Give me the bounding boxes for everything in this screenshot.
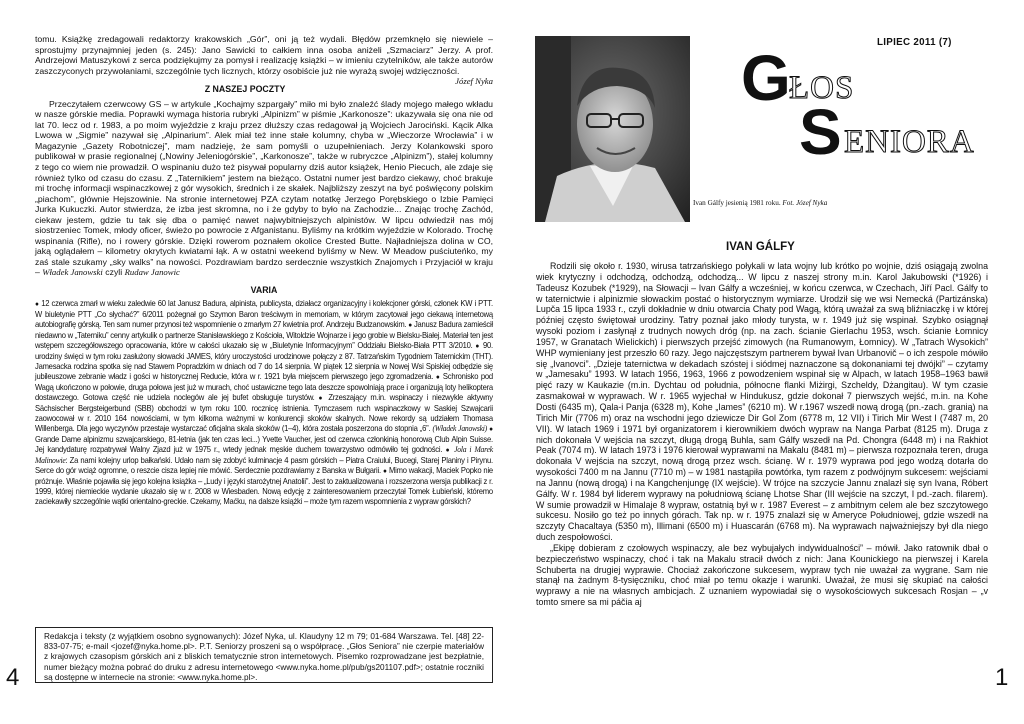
varia-signature: (Władek Janowski) [432,424,487,434]
bullet-icon: ● [408,321,413,329]
varia-item: 90. urodziny święci w tym roku zasłużony słowacki JAMES, który uroczystości urodzinowe połączy z 87. Tatrzańskim Tygodniem Taternickim (THT). Jamesacka rodzina spotka się nad Stawem Popradzkim w dniach od 7 do 14 sierpnia. W piątek 12 sierpnia w Nowej Wsi Spiskiej odbędzie się jubileuszowe zebranie władz i gości w historycznej Reducie, która w r. 1921 była miejscem pierwszego jego zgromadzenia. [35,340,493,381]
varia-item: Mimo wakacji, Maciek Popko nie próżnuje. Właśnie pojawiła się jego kolejna książka – „Ludy i języki starożytnej Anatolii”. Jest to zaktualizowana i rozszerzona wersja publikacji z r. 1999, której niemieckie wydanie ukazało się w r. 2008 w Wiesbaden. Nową edycję z zainteresowaniem przeczytał Tomek Łubieński, któremo zaciekawiły szczególnie wątki orientalno-greckie. Czekamy, Maćku, na dalsze książki – może tym razem wspomnienia z wypraw górskich? [35,466,493,507]
photo-caption [693,199,933,207]
logo-letter-s: S [799,96,842,168]
bullet-icon: ● [489,426,493,434]
page-number-right: 1 [995,664,1009,691]
imprint-text: Redakcja i teksty (z wyjątkiem osobno sygnowanych): Józef Nyka, ul. Klaudyny 12 m 79; 01-684 Warszawa. Tel. [48] 22-833-07-75; e-mail <jozef@nyka.home.pl>. P.T. Seniorzy proszeni są o współpracę. „Głos Seniora” nie czerpie materiałów z krajowych czasopism górskich ani z bliskich tematycznie stron internetowych. Pisemko rozprowadzane jest bezpłatnie, numer bieżący można pobrać do druku z adresu internetowego <www.nyka.home.pl/pub/gs201107.pdf>; ostatnie roczniki są dostępne w internecie na stronie: <www.nyka.home.pl>. [44,632,484,682]
varia-item: 12 czerwca zmarł w wieku zaledwie 60 lat Janusz Badura, alpinista, publicysta, działacz organizacyjny i kolekcjoner górski, członek KW i PTT. W biuletynie PTT „Co słychać?” 6/2011 pożegnał go Szymon Baron treściwym in memoriam, w którym zacytował jego ciekawą internetową autobiografię górską. Ten sam numer przynosi też wspomnienie o zmarłym 27 kwietnia prof. Andrzeju Budzanowskim. [35,298,493,329]
bullet-icon: ● [445,447,451,455]
issue-date: LIPIEC 2011 (7) [877,37,952,48]
poczty-text: Przeczytałem czerwcowy GS – w artykule „Kochajmy szpargały” miło mi było znaleźć ślady mojego małego wkładu w nasze górskie media. Poprawki wymaga historia rubryki „Alpinizm” w piśmie „Karkonosze”: ukazywała się ona nie od lat 70. lecz od r. 1983, a po moim wyjeździe z kraju przez dłuższy czas redagował ją Wojciech Jarociński. Kącik Alka Lwowa w „Sigmie” nazywał się „Alpinarium”. Alek miał też inne stałe kolumny, chyba w „Wieczorze Wrocławia” i w Magazynie „Gazety Robotniczej”, mam nadzieję, że sam pomyśli o uzupełnieniach. Jerzy Kolankowski sporo publikował w prasie regionalnej („Nowiny Jeleniogórskie”, „Karkonosze”, także w rubryczce „Alpinizm”), stałej kolumny z tego co wiem nie prowadził. O wspinaniu dużo też pisywał popularny dziś autor książek, Henio Piecuch, ale zdaje się również tylko od czasu do czasu. Z „Taternikiem” jestem na bieżąco. Ostatni numer jest bardzo ciekawy, choć brakuje mi trochę informacji wspinaczkowej z gór wysokich, średnich i ze skałek. Najbliższy zeszyt na być poświęcony polskim „piachom”, głównie Hejszowinie. Na stronie internetowej PZA czytam notatkę Jerzego Porębskiego o Izbie Pamięci Jurka Kukuczki. Autor stwierdza, że izba jest skromna, no i że gdyby to było na Zachodzie... Znając trochę Zachód, ciekaw jestem, gdzie tu tak się dba o pamięć nawet najwybitniejszych alpinistów. W lipcu odwiedził nas mój siostrzeniec Tomek, młody oficer, świeżo po powrocie z Afganistanu. Byliśmy na krótkim wyjeździe w Kolorado. Trochę wspinania (Rifle), no i rowery górskie. Dzięki rowerom poznałem okolice Crested Butte. Najładniejsza dolina w CO, jaką oglądałem – kilometry okrytych kwiatami łąk. A w ostatni weekend byliśmy w New. W Meadow puściuteńko, my zaś stale szukamy „sky walks” na nowości. Pozdrawiam bardzo serdecznie wszystkich Znajomych i Przyjaciół w kraju – [35,98,493,278]
varia-item: : Za nami kolejny urlop bałkański. Udało nam się zdobyć kulminacje 4 pasm górskich – Piatra Craiului, Bucegi, Starej Planiny i Pirynu. Serce do gór wciąż ogromne, o reszcie cisza lepiej nie mówić. Serdecznie pozdrawiamy z Banska w Bułgarii. [35,456,493,476]
portrait-photo [535,36,690,222]
bullet-icon: ● [435,373,441,381]
varia-item: Janusz Badura zamieścił niedawno w „Taterniku” cenny artykulik o partnerze Stanisławskiego z Kościoła, Witoldzie Wojnarze i jego grobie w Bielsku-Białej. Materiał ten jest wstępem szczegółowszego opracowania, które w całości ukazało się w „Biuletynie Informacyjnym” Oddziału Bielsko-Biała PTT 3/2010. [35,319,493,350]
poczty-signature: Władek Janowski [42,267,103,278]
poczty-city-pre: czyli [105,267,123,278]
bullet-icon: ● [382,468,387,476]
intro-signature: Józef Nyka [455,76,493,87]
poczty-heading: Z NASZEJ POCZTY [204,84,286,95]
logo-word-eniora: ENIORA [844,124,975,160]
article-body [536,261,988,608]
logo-letter-g: G [741,42,791,114]
varia-item: Schronisko pod Wagą ukończono w połowie, druga połowa jest już w murach, choć ustawiczne tego lata deszcze spowolniają prace i organizują loty helikoptera dostawczego. Gotowa część nie udziela noclegów ale jej bufet obsługuje turystów. [35,371,493,402]
bullet-icon: ● [318,395,325,402]
bullet-icon: ● [35,300,40,308]
logo-word-los: ŁOS [789,70,855,106]
caption-text: Ivan Gálfy jesienią 1981 roku. [693,199,781,207]
varia-item: Grande Dame alpinizmu szwajcarskiego, 81-letnia (jak ten czas leci...) Yvette Vaucher, jest od czerwca członkinią honorową Club Alpin Suisse. Jej kandydaturę rozpatrywał Walny Zjazd już w 1975 r., wtedy jednak męskie duchem towarzystwo odmówiło tej godności. [35,435,493,455]
caption-credit: Fot. Józef Nyka [782,199,828,207]
article-paragraph: Rodzili się około r. 1930, wirusa tatrzańskiego połykali w lata wojny lub krótko po wojnie, dziś osiągają zwolna wiek krytyczny i odchodzą, odchodzą, odchodzą... W lipcu z naszej strony m.in. Karol Jakubowski (*1926) i Tadeusz Kozubek (*1929), na Słowacji – Ivan Gálfy a wcześniej, w końcu czerwca, w Czechach, Jiří Pacl. Gálfy to w taternictwie i alpinizmie słowackim postać o historycznym wymiarze. Urodził się we wsi Nemecká (Partizánska) Lupča 15 lipca 1933 r., czyli dokładnie w dniu otwarcia Chaty pod Wagą, którą uważał za swą bliźniaczkę i w której później często świętował urodziny. Tatry poznał jako młody turysta, w r. 1949 już się wspinał. Szybko osiągnął wysoki poziom i zasłynął z trudnych nowych dróg (np. na zach. ścianie Gierlachu 1953, wsch. ścianie Łomnicy 1957, w Granatach Wielickich) i pierwszych przejść zimowych (na Rumanowym, Łomnicy). W „Tatrach Wysokich” WHP wymieniany jest przeszło 60 razy. Jego najczęstszym partnerem bywał Ivan Urbanovič – o ich zespole mówiło się „Ivanovci”. „Dzieje taternictwa w dekadach szóstej i siódmej naznaczone są dokonaniami tej dwójki” – czytamy w „Jamesaku” 1993. W latach 1956, 1963, 1966 z powodzeniem wspinał się w Alpach, w latach 1958–1963 bawił pięć razy w Kaukazie (m.in. Dychtau od południa, północne flanki Miżirgi, Szcheldy, Dżangitau). W tym czasie zasmakował w wyprawach. W r. 1965 wyjechał w Hindukusz, gdzie dokonał 7 pierwszych wejść, m.in. na Kohe Dosti (6435 m), Qala-i Panja (6328 m), Kohe „Iames” (6210 m). W r.1967 wszedł nową drogą (pn.-zach. granią) na Tirich Mir (7706 m) oraz na wschodni jego dziewicze Dir Gol Zom (6778 m, 12 VII) i Tirich Mir West I (7487 m, 20 VII). W latach 1969 i 1971 był organizatorem i kierownikiem dwóch wypraw na Nanga Parbat (8125 m). Druga z nich dokonała V wejścia na szczyt, długą drogą Buhla, sam Gálfy wszedł na Pd. Chongra (6448 m) i na Rakhiot Peak (7074 m). W latach 1973 i 1976 kierował wyprawami na Makalu (8481 m) – pierwsza rozpoznała teren, druga dokonała V wejścia na szczyt, nową drogą przez wsch. ścianę. W r. 1979 wyprawa pod jego wodzą dotarła do wysokości 7400 m na Jannu (7710 m) – w 1981 nastąpiła powtórka, tym razem z podwójnym sukcesem: wejściami na Jannu (nową drogą) i na Kangchenjungę (IX wejście). W trójce na szczycie Jannu znalazł się syn Ivana, Róbert Gálfy. W r. 1984 był liderem wyprawy na południową ścianę Lhotse Shar (III wejście na szczyt, I pd.-zach. filarem). W sumie prowadził w Himalaje 8 wypraw, ostatnią był w r. 1987 Everest – z ambitnym celem ale bez szczytowego sukcesu. Nosiło go też po innych górach. Tak np. w r. 1975 znalazł się w Ameryce Południowej, gdzie wszedł na szczyty Chacaltaya (5350 m), Illimani (6500 m) i Huascarán (6768 m). Na wyprawach najważniejszy był dla niego duch zespołowości. [536,261,988,543]
portrait-image [535,36,690,222]
bullet-icon: ● [475,342,481,350]
poczty-city: Rudaw Janowic [124,267,180,278]
article-paragraph: „Ekipę dobieram z czołowych wspinaczy, ale bez wybujałych indywidualności” – mówił. Jako ratownik dbał o bezpieczeństwo wspinaczy, choć i tak na Makalu stracił dwóch z nich: Jana Kounickiego na pierwszej i Karela Schuberta na drugiej wyprawie. Chociaż zakończone sukcesem, wypraw tych nie uważał za wygrane. Sam nie stanął na żadnym 8-tysięczniku, choć miał po temu okazje i warunki. Uważał, że musi się skupiać na całości wyprawy a nie na własnych ambicjach. Z uznaniem wypowiadał się o wysokościowych sukcesach Rosjan – „v tomto smere sa mi páčia aj [536,542,988,608]
intro-text: tomu. Książkę zredagowali redaktorzy krakowskich „Gór”, oni ją też wydali. Błędów przemknęło się niewiele – sprostujmy przynajmniej jeden (s. 245): Jano Sawicki to całkiem inna osoba aniżeli „Szmaciarz” Jerzy. A prof. Andrzejowi Matuszykowi z serca podziękujmy za pomysł i realizację książki – w imieniu czytelników, ale także autorów zaszczyconych przywołaniami, szczególnie tych licznych, którzy osobiście już nie wyrażą swojej wdzięczności. [35,34,493,76]
varia-signature: Jola i Marek Malinowie [35,445,493,466]
varia-heading: VARIA [250,285,278,296]
page-number-left: 4 [6,664,20,691]
varia-item: Zrzeszający m.in. wspinaczy i niezwykle aktywny Sächsischer Bergsteigerbund (SBB) obchodzi w tym roku 100. rocznicę istnienia. Tymczasem ruch wspinaczkowy w Saskiej Szwajcarii zaowocował w r. 2010 164 nowościami, w tym kilkoma ważnymi w konkurencji skoków skalnych. Nowe rekordy są udziałem Thomasa Willenberga. Dla jego wyczynów przestaje wystarczać oficjalna skala skoków (1–4), która została poszerzona do stopnia „6”. [35,393,493,434]
article-title: IVAN GÁLFY [726,241,795,253]
